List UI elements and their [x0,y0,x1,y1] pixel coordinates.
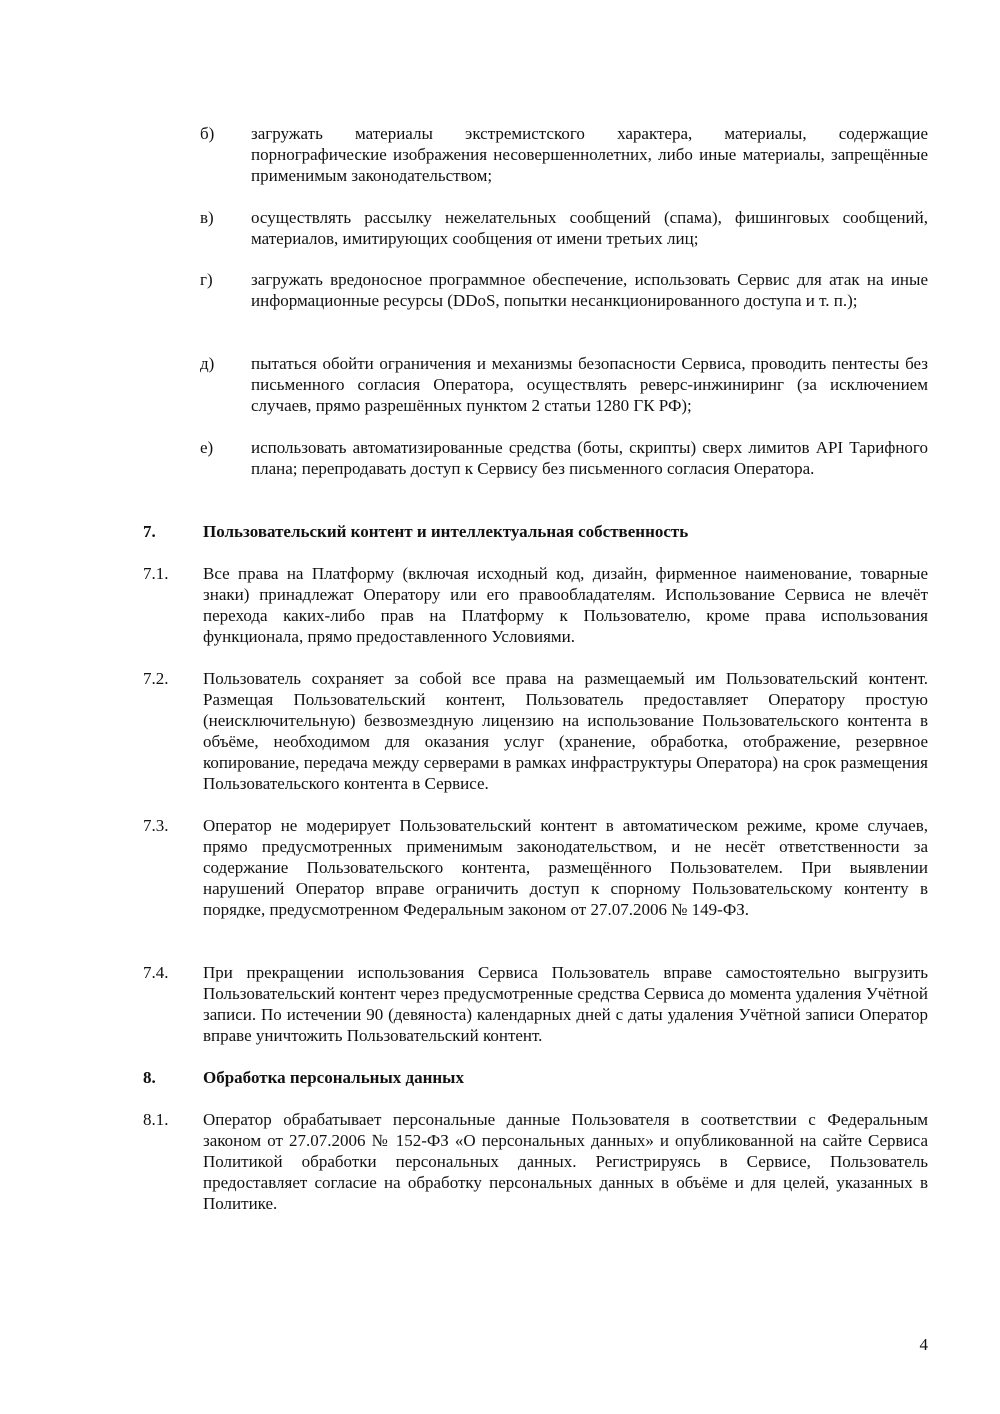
list-item-text: загружать вредоносное программное обеспечение, использовать Сервис для атак на иные информационные ресурсы (DDoS, попытки несанкционированного доступа и т. п.); [251,270,928,310]
clause-number: 7.3. [143,816,169,835]
clause-7-3 [143,815,928,920]
clause-number: 8.1. [143,1110,169,1129]
clause-8-1 [143,1109,928,1214]
list-item-d [200,353,928,416]
clause-text: Пользователь сохраняет за собой все права на размещаемый им Пользовательский контент. Размещая Пользовательский контент, Пользователь предоставляет Оператору простую (неисключительную) безвозмездную лицензию на использование Пользовательского контента в объёме, необходимом для оказания услуг (хранение, обработка, отображение, резервное копирование, передача между серверами в рамках инфраструктуры Оператора) на срок размещения Пользовательского контента в Сервисе. [203,669,928,793]
clause-number: 7.4. [143,963,169,982]
clause-7-4 [143,962,928,1046]
list-item-text: осуществлять рассылку нежелательных сообщений (спама), фишинговых сообщений, материалов, имитирующих сообщения от имени третьих лиц; [251,208,928,248]
list-item-text: пытаться обойти ограничения и механизмы безопасности Сервиса, проводить пентесты без письменного согласия Оператора, осуществлять реверс-инжиниринг (за исключением случаев, прямо разрешённых пунктом 2 статьи 1280 ГК РФ); [251,354,928,415]
clause-number: 7.2. [143,669,169,688]
section-number: 7. [143,522,156,541]
list-item-e [200,437,928,479]
list-item-marker: д) [200,354,215,373]
list-item-marker: б) [200,124,215,143]
list-item-v [200,207,928,249]
clause-text: Оператор не модерирует Пользовательский контент в автоматическом режиме, кроме случаев, прямо предусмотренных применимым законодательством, и не несёт ответственности за содержание Пользовательского контента, размещённого Пользователем. При выявлении нарушений Оператор вправе ограничить доступ к спорному Пользовательскому контенту в порядке, предусмотренном Федеральным законом от 27.07.2006 № 149-ФЗ. [203,816,928,919]
list-item-text: загружать материалы экстремистского характера, материалы, содержащие порнографические изображения несовершеннолетних, либо иные материалы, запрещённые применимым законодательством; [251,124,928,185]
section-7-heading [143,521,928,542]
clause-text: Оператор обрабатывает персональные данные Пользователя в соответствии с Федеральным законом от 27.07.2006 № 152-ФЗ «О персональных данных» и опубликованной на сайте Сервиса Политикой обработки персональных данных. Регистрируясь в Сервисе, Пользователь предоставляет согласие на обработку персональных данных в объёме и для целей, указанных в Политике. [203,1110,928,1213]
list-item-b [200,123,928,186]
list-item-marker: в) [200,208,214,227]
list-item-marker: е) [200,438,214,457]
clause-7-2 [143,668,928,794]
list-item-g [200,269,928,311]
clause-number: 7.1. [143,564,169,583]
list-item-text: использовать автоматизированные средства (боты, скрипты) сверх лимитов API Тарифного плана; перепродавать доступ к Сервису без письменного согласия Оператора. [251,438,928,478]
list-item-marker: г) [200,270,213,289]
section-title: Пользовательский контент и интеллектуальная собственность [203,522,689,541]
section-8-heading [143,1067,928,1088]
section-title: Обработка персональных данных [203,1068,464,1087]
clause-text: Все права на Платформу (включая исходный код, дизайн, фирменное наименование, товарные знаки) принадлежат Оператору или его правообладателям. Использование Сервиса не влечёт перехода каких-либо прав на Платформу к Пользователю, кроме права использования функционала, прямо предоставленного Условиями. [203,564,928,646]
clause-7-1 [143,563,928,647]
clause-text: При прекращении использования Сервиса Пользователь вправе самостоятельно выгрузить Пользовательский контент через предусмотренные средства Сервиса до момента удаления Учётной записи. По истечении 90 (девяноста) календарных дней с даты удаления Учётной записи Оператор вправе уничтожить Пользовательский контент. [203,963,928,1045]
section-number: 8. [143,1068,156,1087]
page-number: 4 [919,1335,928,1354]
